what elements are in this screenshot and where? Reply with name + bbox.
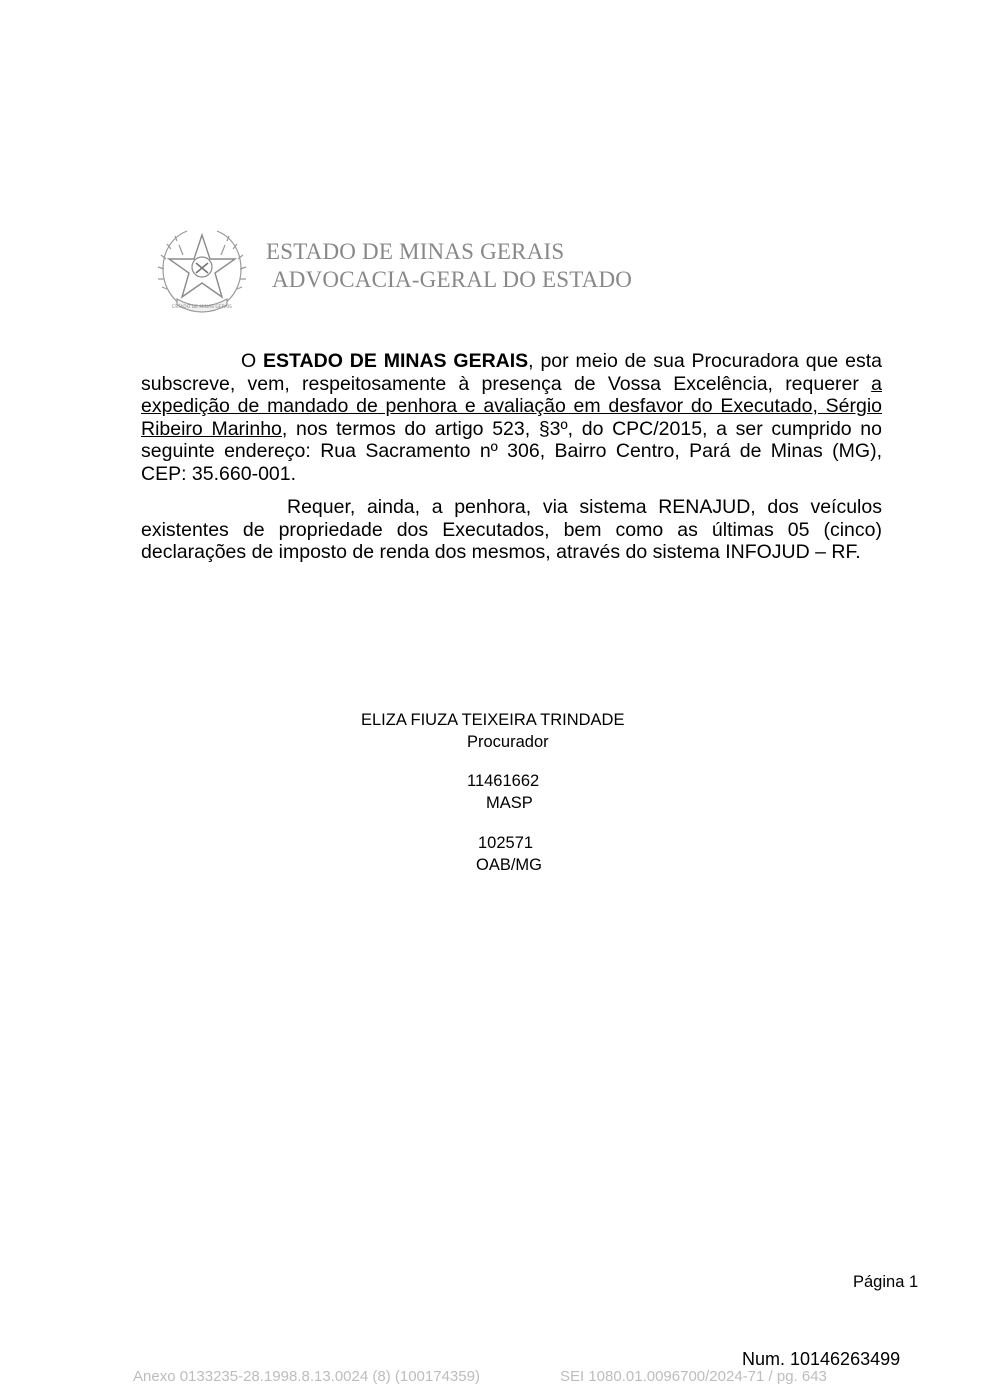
paragraph-1-body: , por meio de sua Procuradora que esta subscreve, vem, respeitosamente à presença de Vossa Excelência, requerer (141, 350, 882, 395)
document-number: Num. 10146263499 (742, 1349, 901, 1369)
annex-reference: Anexo 0133235-28.1998.8.13.0024 (8) (100174359) (133, 1368, 480, 1385)
paragraph-2-text: Requer, ainda, a penhora, via sistema RENAJUD, dos veículos existentes de propriedade dos Executados, bem como as últimas 05 (cinco) declarações de imposto de renda dos mesmos, através do sistema INFOJUD – RF. (141, 496, 882, 563)
masp-label: MASP (486, 794, 533, 812)
additional-request-paragraph (141, 496, 882, 564)
request-paragraph (141, 350, 882, 485)
seal-banner-text: ESTADO DE MINAS GERAIS (172, 305, 232, 310)
signer-name: ELIZA FIUZA TEIXEIRA TRINDADE (361, 711, 625, 729)
paragraph-1-intro: O (241, 350, 264, 372)
state-coat-of-arms-icon (155, 225, 249, 317)
masp-number: 11461662 (467, 772, 540, 790)
letterhead (266, 238, 632, 294)
paragraph-1-request-underlined: a expedição de mandado de penhora e avaliação em desfavor do Executado, Sérgio Ribeiro Marinho (141, 372, 882, 440)
paragraph-1-bold-party: ESTADO DE MINAS GERAIS (263, 350, 529, 372)
oab-number: 102571 (478, 834, 534, 852)
oab-label: OAB/MG (476, 856, 543, 874)
page-number: Página 1 (853, 1273, 919, 1291)
letterhead-agency: ADVOCACIA-GERAL DO ESTADO (272, 267, 633, 292)
signer-role: Procurador (467, 733, 549, 751)
letterhead-state: ESTADO DE MINAS GERAIS (266, 239, 565, 264)
paragraph-1-address: , nos termos do artigo 523, §3º, do CPC/2015, a ser cumprido no seguinte endereço: Rua Sacramento nº 306, Bairro Centro, Pará de Minas (MG), CEP: 35.660-001. (141, 417, 882, 485)
sei-reference: SEI 1080.01.0096700/2024-71 / pg. 643 (560, 1368, 827, 1385)
